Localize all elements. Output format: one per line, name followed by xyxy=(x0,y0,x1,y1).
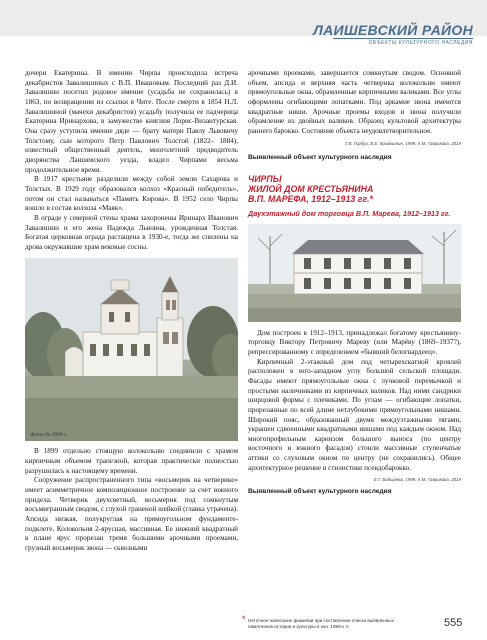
asterisk-icon: * xyxy=(242,614,246,624)
header-title: ЛАИШЕВСКИЙ РАЙОН xyxy=(313,22,473,38)
object-title-name: ЖИЛОЙ ДОМ КРЕСТЬЯНИНА xyxy=(248,183,374,194)
left-paragraph-2: В 1917 крестьяне разделили между собой земли Сахарова и Толстых. В 1929 году образовался колхоз «Красный победитель», потом он стал называться «Память Кирова». В 1952 село Чирпы вошло в состав колхоза «Маяк». xyxy=(25,175,238,213)
object-title xyxy=(248,174,461,204)
photo-caption: Фото до 1999 г. xyxy=(30,432,68,439)
footnote-text: Неточное написание фамилии при составлении списка выявленных памятников истории и культуры в кон. 1990-х гг. xyxy=(248,618,394,629)
object-subtitle: Двухэтажный дом торговца В.П. Марева, 1912–1913 гг. xyxy=(248,208,451,218)
right-paragraph-3: Кирпичный 2-этажный дом под четырехскатной кровлей расположен в юго-западном углу большой сельской площади. Фасады имеют прямоугольные окна с лучковой перемычкой и простыми наличниками из кирпичных валиков. Над ними сандрики ширцовой формы с плечиками. По углам — огибающие лопатки, прорезанные по всей длине нетлубокими прямоугольными нишами. Широкий пояс, образованный двумя междуэтажными тягами, украшен сдвоенными квадратными нишами под каждым окном. Над многопрофильным карнизом большого выноса (по центру восточного и южного фасадов) стоили массивные ступенчатые аттики со слуховым окном по центру (не сохранились). Общее архитектурное решение в стилистике псевдобарокко. xyxy=(248,357,461,472)
church-photo xyxy=(25,258,238,441)
church-illustration xyxy=(25,258,238,441)
page-number: 555 xyxy=(444,617,463,629)
heritage-status-1: Выявленный объект культурного наследия xyxy=(248,153,392,161)
left-paragraph-4: В 1899 отдельно стоящую колокольню соединили с храмом кирпичным объемом трапезной, которая практически полностью разрушилась к настоящему времени. xyxy=(25,447,238,475)
left-paragraph-3: В ограде у северной стены храма захоронены Иринарх Иванович Завалишин и его жена Надежда Львовна, урожденная Толстая. Богатая церковная ограда растащена в 1930-е, тогда же спилены на дрова окружавшие храм вековые сосны. xyxy=(25,213,238,251)
right-paragraph-2: Дом построен в 1912–1913, принадлежал богатому крестьянину-торговцу Виктору Петровичу Мареву (или Марёву (1869–1937?), репрессированному с определением «бывший белогвардеец». xyxy=(248,328,461,356)
left-column xyxy=(25,69,238,554)
right-paragraph-1: арочными проемами, завершается сомкнутым сводом. Основной объем, апсида и верхняя часть четверика колокольни имеют прямоугольные окна, обрамленные кирпичными валиками. Все углы оформлены огибающими лопатками. Под аркамиe звона имеются квадратные ниши. Арочные проемы входов и звона получили обрамление из двойных валиков. Образец культовой архитектуры раннего барокко. Состояние объекта неудовлетворительное. xyxy=(248,69,461,135)
object-title-village: ЧИРПЫ xyxy=(248,173,282,184)
footnote xyxy=(242,614,403,630)
left-paragraph-1: дочери Екатерины. В имении Чирпы происходила встреча декабристов Завалишиных с В.П. Ивашовым. Последний раз Д.И. Завалишин посетил родовое имение (усадьба не сохранилась) в 1863, по возвращении из ссылки в Чите. После смерти в 1854 Н.Л. Завалишиной (мачехи декабристов) усадьбу получила ее падчерица Екатерина Иринархова, в замужестве княгиня Лорис-Византурская. Она сразу уступила имение дяде — брату матери Павлу Львовичу Толстому, сын которого Петр Павлович Толстой (1822– 1884), известный общественный деятель, многолетний предводитель дворянства Лаишевского уезда, владел Чирпами весьма продолжительное время. xyxy=(25,69,238,174)
house-illustration xyxy=(248,224,461,322)
left-paragraph-5: Сооружение распространенного типа «восьмерик на четверике» имеет асимметричное композиционное построение за счет южного придела. Четверик двухсветный, восьмерик под сомкнутым восьмигранным сводом, с глухой граненой шейкой (главка утрачена). Апсида низкая, полукруглая на прямоугольном фундаменте-подклете. Колокольня 2-ярусная, массивная. Ее нижний квадратный в плане ярус прорезан тремя большими арочными проемами, грузный восьмерик звона — сквозными xyxy=(25,476,238,553)
photo-credit-1: Г.В. Горбуа, В.Е. Кривошеин, 1999, А.М. Гаврикова, 2019 xyxy=(345,140,461,146)
page-header xyxy=(0,0,487,56)
heritage-status-2: Выявленный объект культурного наследия xyxy=(248,488,392,496)
object-title-owner: В.П. МАРЕФА, 1912–1913 гг.* xyxy=(248,193,373,204)
right-column xyxy=(248,69,461,495)
header-subtitle: ОБЪЕКТЫ КУЛЬТУРНОГО НАСЛЕДИЯ xyxy=(368,40,473,46)
house-photo xyxy=(248,224,461,322)
photo-credit-2: Е.Г. Бобырева, 1999, А.М. Гаврикова, 2019 xyxy=(373,477,461,483)
header-rule xyxy=(333,38,473,39)
